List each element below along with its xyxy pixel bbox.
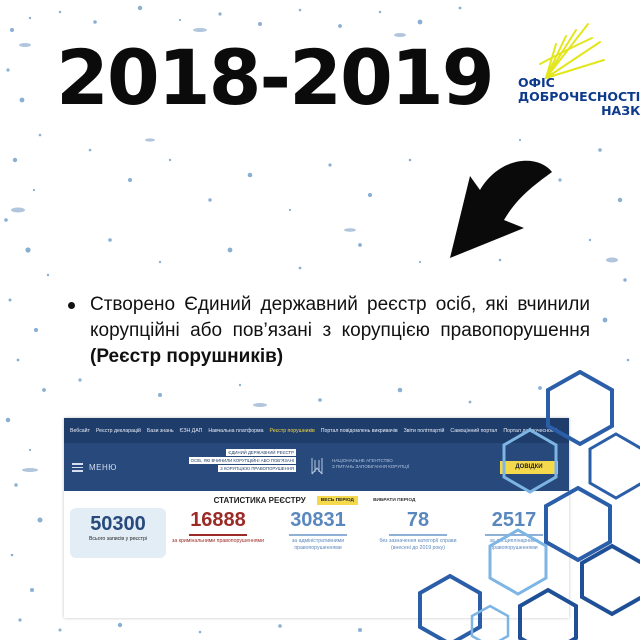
stat-total (70, 508, 166, 558)
bullet-item (68, 292, 590, 370)
stat-uncategorized-value: 78 (406, 509, 430, 531)
register-title-line: ЄДИНИЙ ДЕРЖАВНИЙ РЕЄСТР (228, 450, 294, 455)
all-period-button[interactable]: ВЕСЬ ПЕРІОД (317, 496, 358, 505)
logo-line-2: ДОБРОЧЕСНОСТІ (518, 89, 640, 104)
nav-item[interactable]: Самоцінний портал (450, 427, 498, 434)
nav-item[interactable]: Вебсайт (70, 427, 90, 434)
nav-item[interactable]: Реєстр декларацій (95, 427, 141, 434)
agency-emblem-icon (310, 456, 324, 476)
nav-item[interactable]: Бази знань (146, 427, 174, 434)
choose-period-button[interactable]: ВИБРАТИ ПЕРІОД (373, 498, 416, 503)
year-range-title: 2018-2019 (56, 33, 493, 122)
nav-item[interactable]: Звіти політпартій (403, 427, 445, 434)
stat-uncategorized-caption: без зазначення категорії справи (внесені до 2019 року) (379, 537, 457, 551)
hexagon-pattern (380, 370, 640, 640)
info-button[interactable]: ДОВІДКИ (500, 461, 558, 474)
nav-item[interactable]: Навчальна платформа (208, 427, 264, 434)
nav-item[interactable]: ЄЗН ДАП (179, 427, 203, 434)
nav-item-active[interactable]: Реєстр порушників (269, 427, 315, 434)
sun-rays-icon (526, 20, 606, 80)
stat-total-caption: Всього записів у реєстрі (88, 536, 148, 542)
agency-line: НАЦІОНАЛЬНЕ АГЕНТСТВО (332, 458, 393, 463)
register-title-line: З КОРУПЦІЄЮ ПРАВОПОРУШЕННЯ (220, 466, 294, 471)
menu-button[interactable] (72, 461, 117, 474)
bullet-bold-text: (Реєстр порушників) (90, 346, 284, 367)
bullet-text: Створено Єдиний державний реєстр осіб, які вчинили корупційні або пов’язані з корупцією правопорушення (90, 294, 590, 341)
logo-line-3: НАЗК (601, 103, 640, 118)
register-title (190, 449, 296, 473)
stat-administrative-caption: за адміністративними правопорушеннями (291, 537, 345, 551)
agency-line: З ПИТАНЬ ЗАПОБІГАННЯ КОРУПЦІЇ (332, 464, 410, 469)
stat-total-card (70, 508, 166, 558)
stat-criminal (170, 508, 266, 545)
nav-item[interactable]: Портал повідомлень викривачів (320, 427, 398, 434)
stat-total-value: 50300 (90, 513, 146, 535)
stat-criminal-caption: за кримінальними правопорушеннями (172, 537, 264, 544)
curved-arrow-icon (440, 150, 560, 270)
stat-administrative (270, 508, 366, 552)
stats-title: СТАТИСТИКА РЕЄСТРУ (213, 496, 306, 505)
integrity-office-logo (496, 20, 640, 120)
hamburger-icon (72, 461, 83, 474)
register-title-line: ОСІБ, ЯКІ ВЧИНИЛИ КОРУПЦІЙНІ АБО ПОВ’ЯЗАНІ (190, 458, 294, 463)
menu-label: МЕНЮ (89, 462, 117, 472)
stat-criminal-value: 16888 (190, 509, 246, 531)
stat-disciplinary-caption: за дисциплінарними правопорушеннями (489, 537, 539, 551)
logo-line-1: ОФІС (518, 75, 555, 90)
bullet-dot-icon (68, 302, 75, 309)
stat-disciplinary-value: 2517 (491, 509, 537, 531)
stat-administrative-value: 30831 (290, 509, 346, 531)
nav-item[interactable]: Портал доброчесності (503, 427, 557, 434)
